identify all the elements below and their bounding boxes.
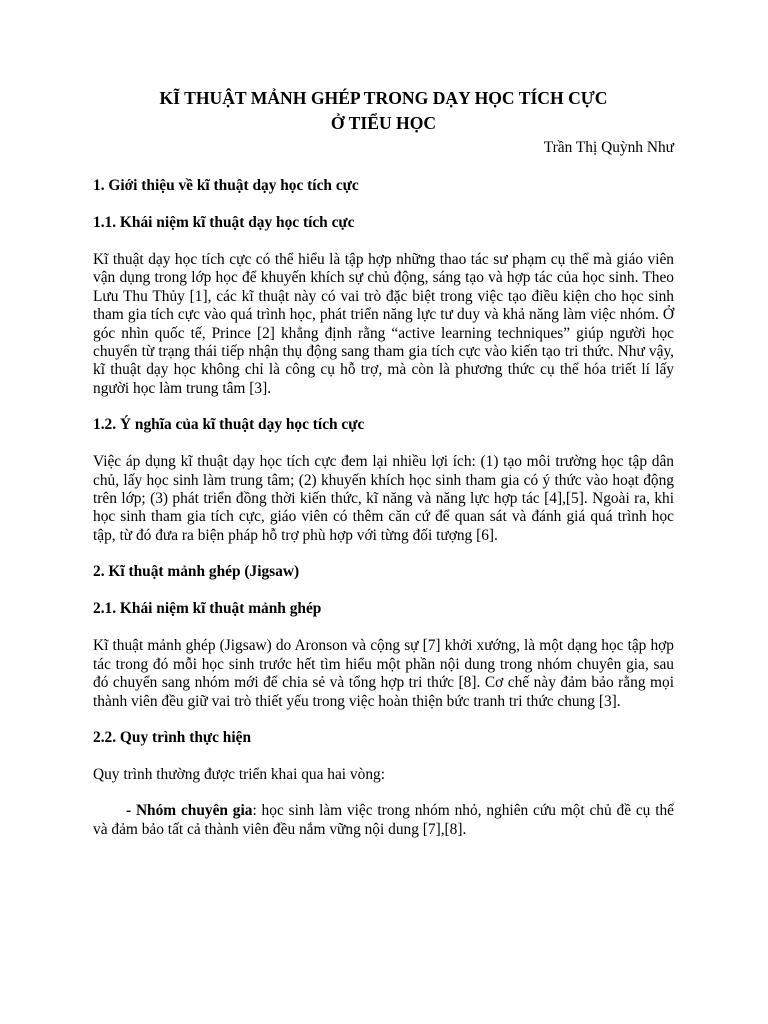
list-item-label: - Nhóm chuyên gia	[126, 802, 253, 820]
document-page	[93, 86, 674, 839]
section-2-2-intro: Quy trình thường được triển khai qua hai vòng:	[93, 765, 385, 783]
title-line-2: Ở TIỂU HỌC	[330, 113, 437, 133]
section-1-2-paragraph: Việc áp dụng kĩ thuật dạy học tích cực đem lại nhiều lợi ích: (1) tạo môi trường học tập dân chủ, lấy học sinh làm trung tâm; (2) khuyến khích học sinh tham gia có ý thức vào hoạt động trên lớp; (3) phát triển đồng thời kiến thức, kĩ năng và năng lực hợp tác [4],[5]. Ngoài ra, khi học sinh tham gia tích cực, giáo viên có thêm căn cứ để quan sát và đánh giá quá trình học tập, từ đó đưa ra biện pháp hỗ trợ phù hợp với từng đối tượng [6].	[93, 453, 674, 544]
section-1-1-heading: 1.1. Khái niệm kĩ thuật dạy học tích cực	[93, 214, 355, 231]
section-2-1-paragraph: Kĩ thuật mảnh ghép (Jigsaw) do Aronson và cộng sự [7] khởi xướng, là một dạng học tập hợp tác trong đó mỗi học sinh trước hết tìm hiểu một phần nội dung trong nhóm chuyên gia, sau đó chuyển sang nhóm mới để chia sẻ và tổng hợp tri thức [8]. Cơ chế này đảm bảo rằng mọi thành viên đều giữ vai trò thiết yếu trong việc hoàn thiện bức tranh tri thức chung [3].	[93, 637, 674, 710]
section-2-1-heading: 2.1. Khái niệm kĩ thuật mảnh ghép	[93, 600, 322, 618]
list-item-text: : học sinh làm việc trong nhóm nhỏ, nghiên cứu một chủ đề cụ thể và đảm bảo tất cả thành viên đều nắm vững nội dung [7],[8].	[93, 802, 674, 838]
title-line-1: KĨ THUẬT MẢNH GHÉP TRONG DẠY HỌC TÍCH CỰC	[159, 88, 608, 108]
section-2-2-heading: 2.2. Quy trình thực hiện	[93, 728, 252, 746]
section-2-2-list-item	[93, 802, 674, 839]
section-1-1-paragraph: Kĩ thuật dạy học tích cực có thể hiểu là tập hợp những thao tác sư phạm cụ thể mà giáo viên vận dụng trong lớp học để khuyến khích sự chủ động, sáng tạo và hợp tác của học sinh. Theo Lưu Thu Thủy [1], các kĩ thuật này có vai trò đặc biệt trong việc tạo điều kiện cho học sinh tham gia tích cực vào quá trình học, phát triển năng lực tư duy và khả năng làm việc nhóm. Ở góc nhìn quốc tế, Prince [2] khẳng định rằng “active learning techniques” giúp người học chuyển từ trạng thái tiếp nhận thụ động sang tham gia tích cực vào kiến tạo tri thức. Như vậy, kĩ thuật dạy học không chỉ là công cụ hỗ trợ, mà còn là phương thức cụ thể hóa triết lí lấy người học làm trung tâm [3].	[93, 251, 674, 397]
section-1-2-heading: 1.2. Ý nghĩa của kĩ thuật dạy học tích cực	[93, 416, 365, 434]
author-name: Trần Thị Quỳnh Như	[543, 139, 674, 156]
section-2-heading: 2. Kĩ thuật mảnh ghép (Jigsaw)	[93, 563, 300, 581]
document-title	[93, 86, 674, 136]
section-1-heading: 1. Giới thiệu về kĩ thuật dạy học tích cực	[93, 177, 359, 194]
